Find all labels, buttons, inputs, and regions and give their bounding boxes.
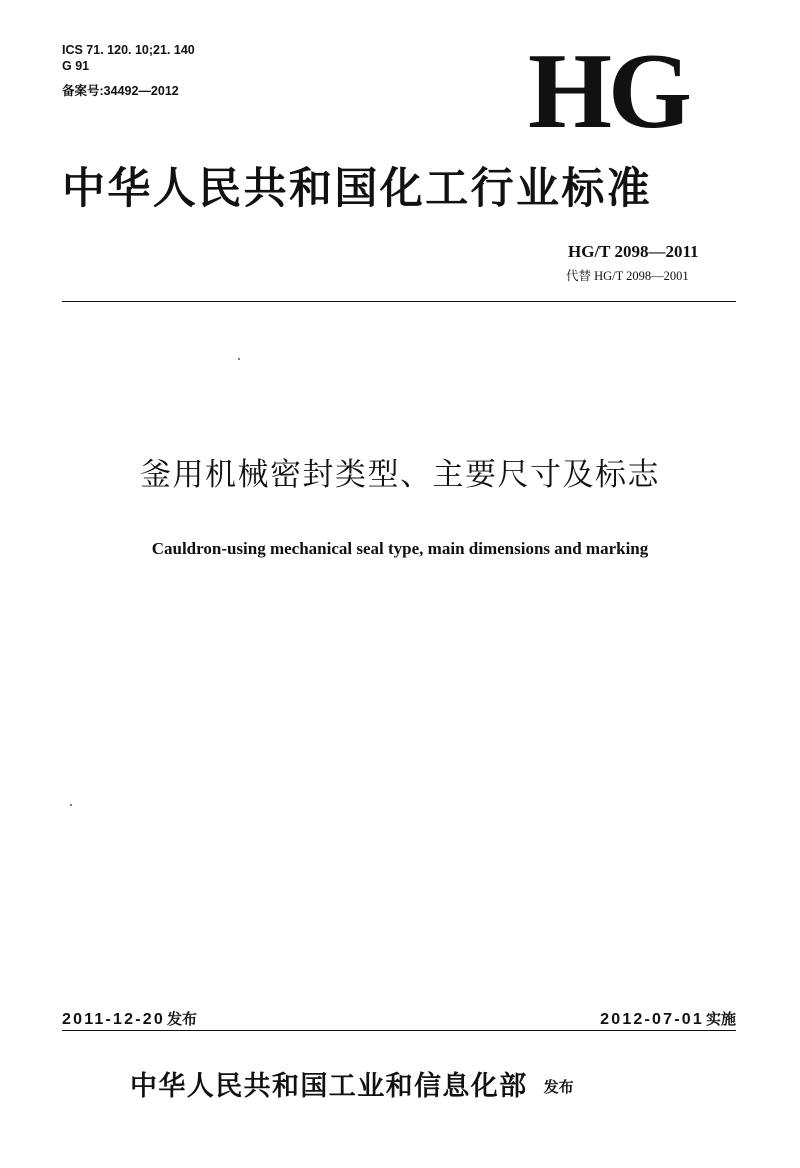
ics-code: ICS 71. 120. 10;21. 140 xyxy=(62,43,195,57)
effective-date-line xyxy=(600,1008,736,1031)
top-divider xyxy=(62,301,736,302)
effective-label: 实施 xyxy=(705,1010,736,1028)
hg-logo: HG xyxy=(528,32,689,151)
issue-label: 发布 xyxy=(166,1010,197,1028)
publisher-line xyxy=(130,1070,574,1104)
scan-speck xyxy=(70,804,72,806)
classification-code: G 91 xyxy=(62,59,90,73)
record-number: 备案号:34492—2012 xyxy=(62,84,179,98)
issue-date: 2011-12-20 xyxy=(62,1011,165,1028)
publisher-label: 发布 xyxy=(543,1078,574,1096)
document-title-chinese: 釜用机械密封类型、主要尺寸及标志 xyxy=(140,457,660,493)
publisher-name: 中华人民共和国工业和信息化部 xyxy=(130,1071,528,1102)
issue-date-line xyxy=(62,1008,197,1031)
scan-speck xyxy=(238,358,240,360)
standard-authority-title: 中华人民共和国化工行业标准 xyxy=(62,164,653,214)
standard-number: HG/T 2098—2011 xyxy=(568,242,699,261)
replaces-standard: 代替 HG/T 2098—2001 xyxy=(566,269,689,283)
effective-date: 2012-07-01 xyxy=(600,1011,704,1028)
document-title-english: Cauldron-using mechanical seal type, main dimensions and marking xyxy=(151,539,649,558)
bottom-divider xyxy=(62,1030,736,1031)
